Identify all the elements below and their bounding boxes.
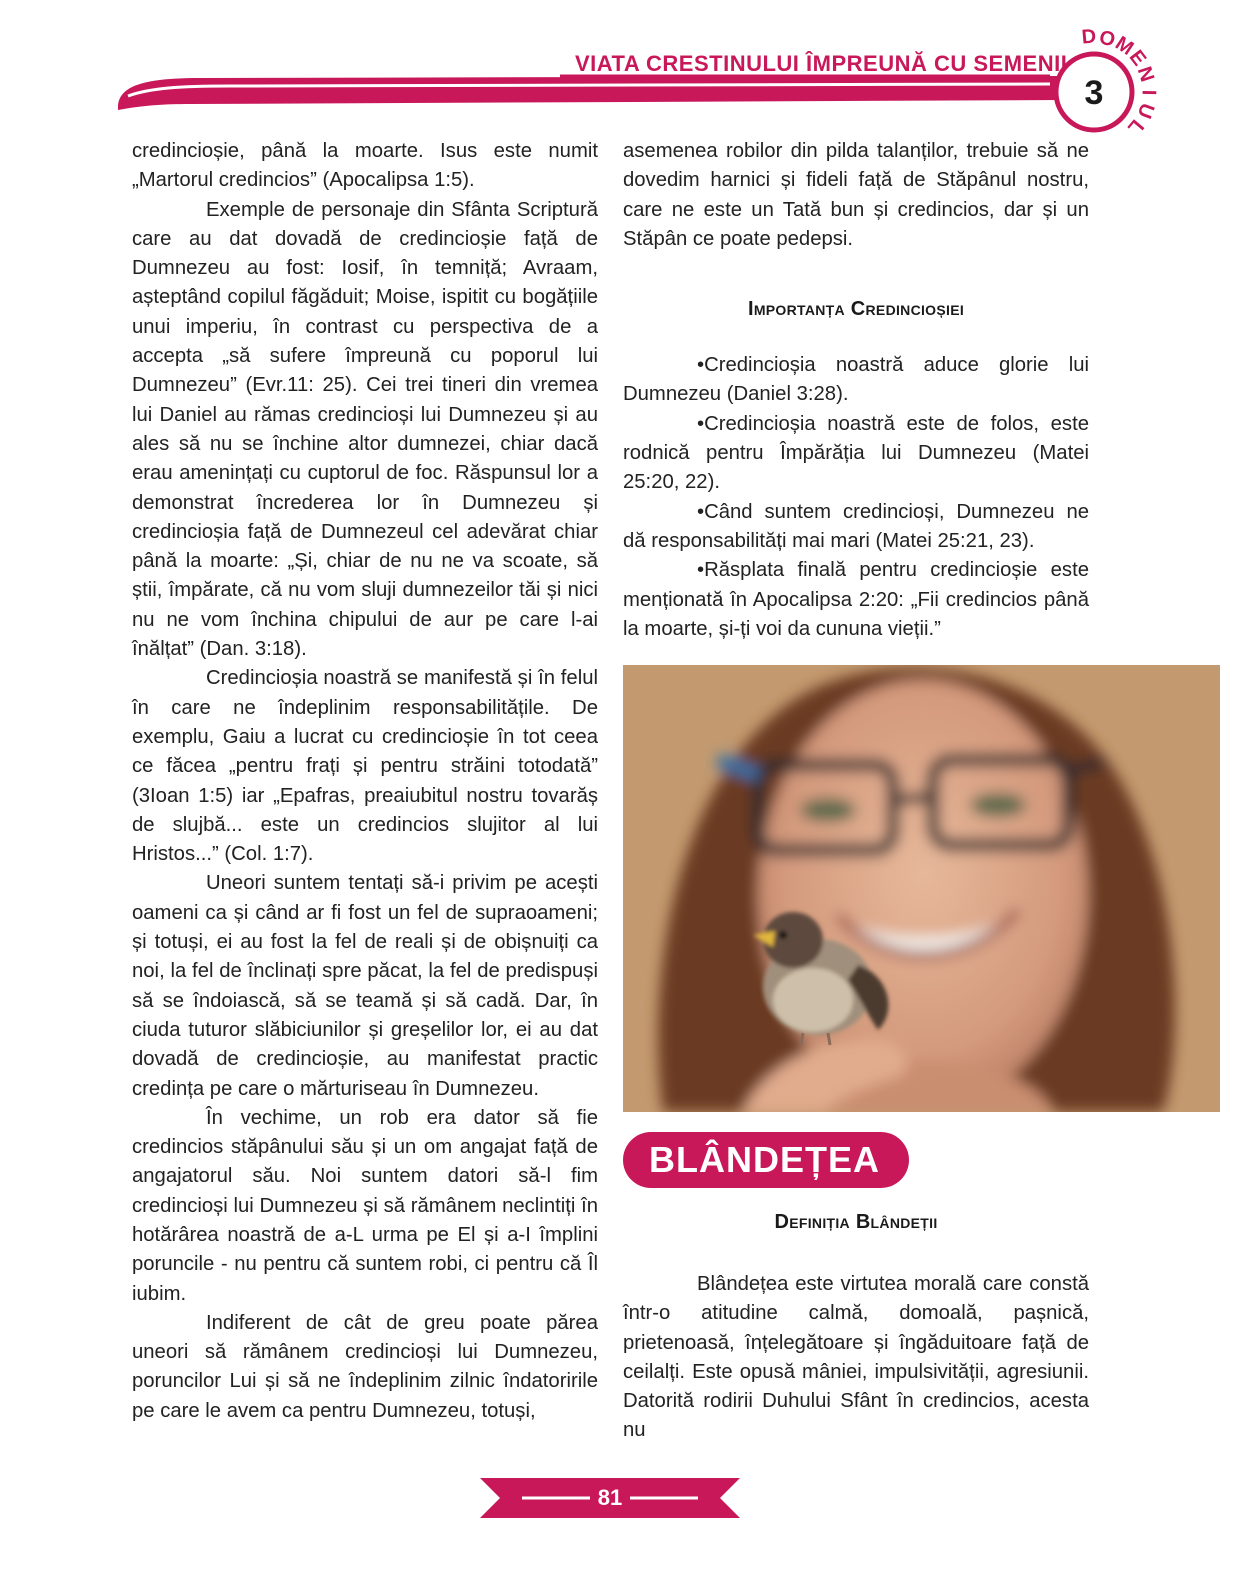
domain-label-letter: E (1124, 46, 1151, 71)
bullet-item: •Credincioșia noastră aduce glorie lui Dumnezeu (Daniel 3:28). (623, 354, 1089, 406)
page-footer (480, 1476, 740, 1520)
page-number: 81 (597, 1485, 623, 1510)
section-title-pill: BLÂNDEȚEA (623, 1132, 909, 1188)
domain-label-letter: U (1132, 100, 1158, 122)
right-column (623, 137, 1089, 644)
paragraph: Indiferent de cât de greu poate părea uneori să rămânem credincioși lui Dumnezeu, poruncilor Lui și să ne îndeplinim zilnic îndatoririle pe care le avem ca pentru Dumnezeu, totuși, (132, 1311, 598, 1422)
paragraph: În vechime, un rob era dator să fie credincios stăpânului său și un om angajat față de angajatorul său. Noi suntem datori să-l fim credincioși lui Dumnezeu și să rămânem neclintiți în hotărârea noastră de a-L urma pe El și a-I împlini poruncile - nu pentru că suntem robi, ci pentru că Îl iubim. (132, 1106, 598, 1305)
definition-block (623, 1211, 1089, 1446)
paragraph: Uneori suntem tentați să-i privim pe acești oameni ca și când ar fi fost un fel de supraoameni; și totuși, ei au fost la fel de reali și de obișnuiți ca noi, la fel de înclinați spre păcat, la fel de predispuși să se îndoiască, să se teamă și să cadă. Dar, în ciuda tuturor slăbiciunilor și greșelilor lor, ei au dat dovadă de credincioșie, au manifestat practic credința pe care o mărturiseau în Dumnezeu. (132, 872, 598, 1100)
paragraph: Blândețea este virtutea morală care constă într-o atitudine calmă, domoală, pașnică, prietenoasă, înțelegătoare și îngăduitoare față de ceilalți. Este opusă mâniei, impulsivității, agresiunii. Datorită rodirii Duhului Sfânt în credincios, acesta nu (623, 1273, 1089, 1442)
importance-heading: Importanța Credincioșiei (747, 298, 965, 321)
domain-label-letter: N (1133, 64, 1159, 86)
bullet-item: •Răsplata finală pentru credincioșie este menționată în Apocalipsa 2:20: „Fii credincios până la moarte, și-ți voi da cununa vieții.” (623, 559, 1089, 640)
paragraph: Exemple de personaje din Sfânta Scriptură care au dat dovadă de credincioșie față de Dumnezeu au fost: Iosif, în temniță; Avraam, așteptând copilul făgăduit; Moise, ispitit cu bogățiile unui imperiu, în contrast cu perspectiva de a accepta „să sufere împreună cu poporul lui Dumnezeu” (Evr.11: 25). Cei trei tineri din vremea lui Daniel au rămas credincioși lui Dumnezeu și au ales să nu se închine altor dumnezei, chiar dacă erau amenințați cu cuptorul de foc. Răspunsul lor a demonstrat încrederea lor în Dumnezeu și credincioșia față de Dumnezeul cel adevărat chiar până la moarte: „Și, chiar de nu ne va scoate, să știi, împărate, că nu vom sluji dumnezeilor tăi și nici nu ne vom închina chipului de aur pe care l-ai înălțat” (Dan. 3:18). (132, 198, 598, 661)
page-header (0, 0, 1240, 140)
domain-label-letter: L (1123, 114, 1149, 139)
domain-label-letter: D (1081, 25, 1098, 49)
header-title: VIATA CRESTINULUI ÎMPREUNĂ CU SEMENII (575, 51, 1068, 76)
domain-number: 3 (1084, 74, 1104, 112)
domain-label-letter: O (1097, 26, 1118, 52)
photo-girl-with-bird (623, 665, 1220, 1112)
left-column (132, 137, 598, 1426)
paragraph: asemenea robilor din pilda talanților, trebuie să ne dovedim harnici și fideli față de Stăpânul nostru, care ne este un Tată bun și credincios, dar și un Stăpân ce poate pedepsi. (623, 140, 1089, 250)
definition-heading: Definiția Blândeții (774, 1211, 938, 1233)
domain-label-letter: I (1137, 89, 1160, 96)
paragraph: credincioșie, până la moarte. Isus este numit „Martorul credincios” (Apocalipsa 1:5). (132, 140, 598, 192)
paragraph: Credincioșia noastră se manifestă și în felul în care ne îndeplinim responsabilitățile. De exemplu, Gaiu a lucrat cu credincioșie în tot ceea ce făcea „pentru frați și pentru străini totodată” (3Ioan 1:5) iar „Epafras, preaiubitul nostru tovarăș de slujbă... este un credincios slujitor al lui Hristos...” (Col. 1:7). (132, 667, 598, 866)
bullet-item: •Când suntem credincioși, Dumnezeu ne dă responsabilități mai mari (Matei 25:21, 23). (623, 500, 1089, 552)
bullet-item: •Credincioșia noastră este de folos, este rodnică pentru Împărăția lui Dumnezeu (Matei 25:20, 22). (623, 412, 1089, 494)
domain-label-letter: M (1111, 32, 1138, 60)
photo-illustration (623, 665, 1220, 1112)
